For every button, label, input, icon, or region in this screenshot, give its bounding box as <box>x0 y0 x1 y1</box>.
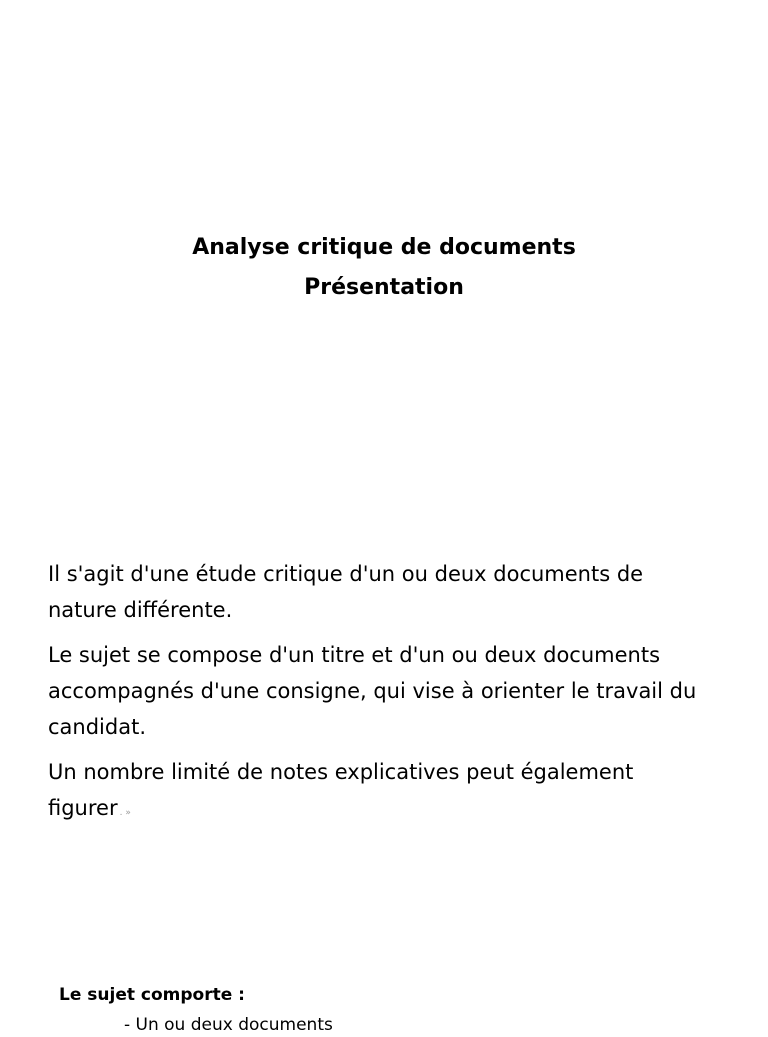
title-line-main: Analyse critique de documents <box>192 235 576 260</box>
document-body <box>48 556 708 840</box>
footnote-mark: . » <box>119 808 131 818</box>
section-heading: Le sujet comporte : <box>59 985 245 1005</box>
paragraph-2: Le sujet se compose d'un titre et d'un ou deux documents accompagnés d'une consigne, qui vise à orienter le travail du candidat. <box>48 643 697 739</box>
paragraph-1: Il s'agit d'une étude critique d'un ou deux documents de nature différente. <box>48 562 644 622</box>
document-title <box>0 228 768 308</box>
paragraph-3-text: Un nombre limité de notes explicatives peut également figurer <box>48 760 634 820</box>
paragraph-3 <box>48 754 708 831</box>
title-line-sub: Présentation <box>304 275 464 300</box>
list-item: - Un ou deux documents <box>124 1015 333 1035</box>
